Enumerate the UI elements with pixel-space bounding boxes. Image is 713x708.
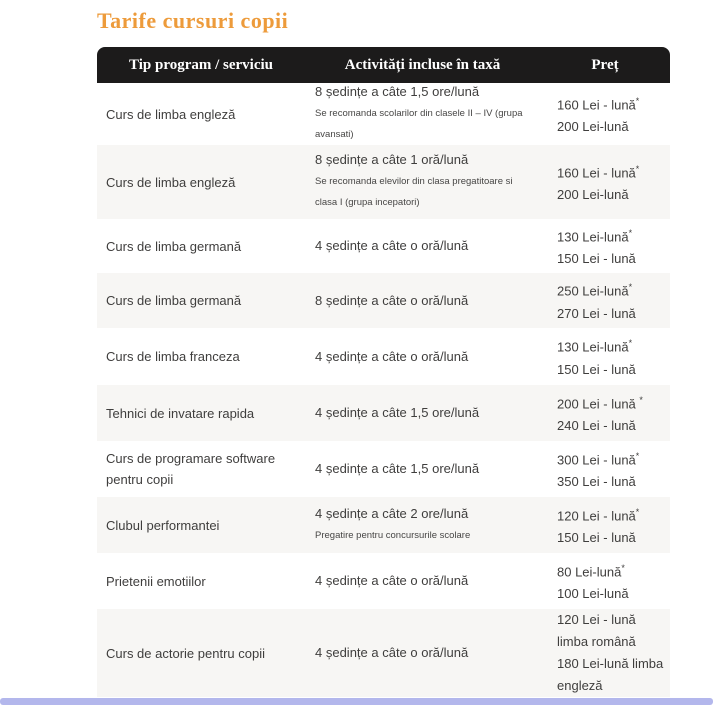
program-cell: Curs de limba engleză xyxy=(106,106,236,122)
activity-cell xyxy=(305,644,540,662)
program-cell: Curs de limba engleză xyxy=(106,174,236,190)
price-line-1 xyxy=(557,501,666,527)
price-cell xyxy=(540,90,670,138)
activity-cell xyxy=(305,292,540,310)
activity-text: 4 ședințe a câte o oră/lună xyxy=(315,238,469,253)
price-text: 120 Lei - lună xyxy=(557,508,636,524)
price-line-1 xyxy=(557,389,666,415)
activity-text: 4 ședințe a câte 1,5 ore/lună xyxy=(315,461,480,476)
price-line-1: 120 Lei - lună limba română xyxy=(557,612,636,649)
header-price: Preț xyxy=(591,56,619,73)
table-row xyxy=(97,609,670,697)
program-cell: Clubul performantei xyxy=(106,517,220,533)
asterisk: * xyxy=(639,394,643,405)
price-cell xyxy=(540,501,670,549)
price-line-2: 150 Lei - lună xyxy=(557,361,636,377)
price-line-2: 200 Lei-lună xyxy=(557,119,629,135)
price-text: 130 Lei-lună xyxy=(557,229,629,245)
program-cell: Curs de limba germană xyxy=(106,238,242,254)
price-cell xyxy=(540,609,670,697)
table-row xyxy=(97,385,670,441)
activity-text: 4 ședințe a câte o oră/lună xyxy=(315,348,469,364)
activity-cell xyxy=(305,460,540,478)
activity-cell xyxy=(305,83,540,145)
asterisk: * xyxy=(628,227,633,238)
price-line-2: 100 Lei-lună xyxy=(557,586,629,602)
price-line-2: 150 Lei - lună xyxy=(557,530,636,546)
price-text: 80 Lei-lună xyxy=(557,564,622,580)
price-cell xyxy=(540,158,670,206)
price-line-1 xyxy=(557,276,666,302)
bottom-scroll-bar[interactable] xyxy=(0,698,713,705)
price-line-2: 270 Lei - lună xyxy=(557,305,636,321)
activity-cell xyxy=(305,348,540,366)
asterisk: * xyxy=(635,95,640,106)
price-line-2: 240 Lei - lună xyxy=(557,418,636,434)
price-cell xyxy=(540,557,670,605)
table-row xyxy=(97,441,670,497)
price-line-1 xyxy=(557,90,666,116)
asterisk: * xyxy=(635,163,640,174)
program-cell: Tehnici de invatare rapida xyxy=(106,405,255,421)
price-line-2: 350 Lei - lună xyxy=(557,474,636,490)
price-cell xyxy=(540,389,670,437)
asterisk: * xyxy=(635,450,640,461)
activity-text: 4 ședințe a câte o oră/lună xyxy=(315,645,469,660)
price-line-1 xyxy=(557,445,666,471)
activity-note: Se recomanda scolarilor din clasele II – IV (grupa avansati) xyxy=(315,108,523,140)
program-cell: Prietenii emotiilor xyxy=(106,573,206,589)
page-title: Tarife cursuri copii xyxy=(97,8,289,33)
price-line-1 xyxy=(557,332,666,358)
table-row xyxy=(97,145,670,219)
table-row xyxy=(97,553,670,609)
price-text: 300 Lei - lună xyxy=(557,452,636,468)
activity-cell xyxy=(305,151,540,213)
table-row xyxy=(97,219,670,273)
price-cell xyxy=(540,332,670,380)
activity-text: 4 ședințe a câte 2 ore/lună xyxy=(315,505,469,521)
activity-note: Pregatire pentru concursurile scolare xyxy=(315,529,471,541)
price-text: 200 Lei - lună xyxy=(557,396,640,412)
price-line-2: 150 Lei - lună xyxy=(557,251,636,267)
header-program: Tip program / serviciu xyxy=(128,56,274,73)
activity-text: 4 ședințe a câte o oră/lună xyxy=(315,573,469,588)
program-cell: Curs de limba franceza xyxy=(106,349,240,364)
asterisk: * xyxy=(621,562,625,573)
table-row xyxy=(97,497,670,553)
activity-cell xyxy=(305,404,540,422)
program-cell: Curs de actorie pentru copii xyxy=(106,645,265,661)
price-text: 160 Lei - lună xyxy=(557,97,636,113)
price-line-1 xyxy=(557,222,666,248)
pricing-table xyxy=(97,47,670,697)
price-line-2: 200 Lei-lună xyxy=(557,187,629,203)
price-line-2: 180 Lei-lună limba engleză xyxy=(557,656,664,693)
price-cell xyxy=(540,445,670,493)
activity-text: 8 ședințe a câte o oră/lună xyxy=(315,292,469,308)
activity-text: 8 ședințe a câte 1 oră/lună xyxy=(315,152,469,167)
asterisk: * xyxy=(635,506,640,517)
header-activity: Activități incluse în taxă xyxy=(344,56,501,73)
price-text: 250 Lei-lună xyxy=(557,283,629,299)
activity-cell xyxy=(305,505,540,546)
price-line-1 xyxy=(557,158,666,184)
price-text: 130 Lei-lună xyxy=(557,339,629,355)
activity-cell xyxy=(305,237,540,255)
table-header-row xyxy=(97,47,670,83)
activity-text: 8 ședințe a câte 1,5 ore/lună xyxy=(315,84,480,99)
table-row xyxy=(97,328,670,385)
asterisk: * xyxy=(628,338,633,349)
price-cell xyxy=(540,222,670,270)
activity-cell xyxy=(305,572,540,590)
table-row xyxy=(97,273,670,328)
price-line-1 xyxy=(557,557,666,583)
activity-text: 4 ședințe a câte 1,5 ore/lună xyxy=(315,405,480,420)
table-row xyxy=(97,83,670,145)
price-text: 160 Lei - lună xyxy=(557,165,636,181)
price-cell xyxy=(540,276,670,324)
program-cell: Curs de limba germană xyxy=(106,293,242,308)
asterisk: * xyxy=(628,282,633,293)
activity-note: Se recomanda elevilor din clasa pregatitoare si clasa I (grupa incepatori) xyxy=(315,176,513,208)
program-cell: Curs de programare software pentru copii xyxy=(106,451,276,487)
